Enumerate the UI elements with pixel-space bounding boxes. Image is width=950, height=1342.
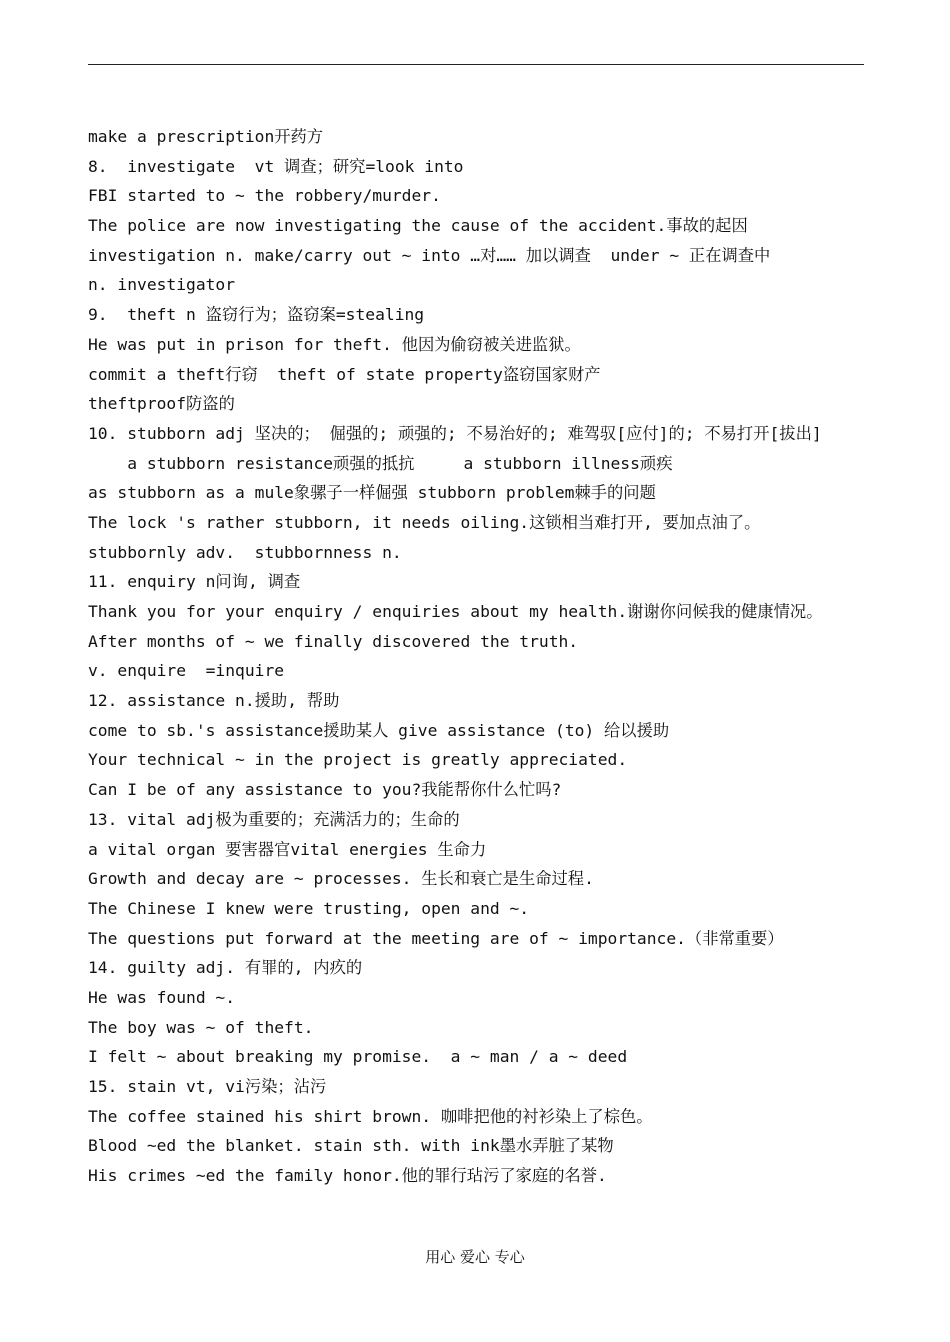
text-line: v. enquire =inquire <box>88 661 285 681</box>
text-line: Your technical ~ in the project is greatly appreciated. <box>88 750 628 770</box>
text-line: come to sb.'s assistance援助某人 give assistance (to) 给以援助 <box>88 720 670 740</box>
text-line: 8. investigate vt 调查；研究=look into <box>88 156 464 176</box>
document-body <box>88 122 868 1191</box>
text-line: 12. assistance n.援助, 帮助 <box>88 691 340 711</box>
text-line: He was put in prison for theft. 他因为偷窃被关进监狱。 <box>88 334 581 354</box>
text-line: Growth and decay are ~ processes. 生长和衰亡是生命过程. <box>88 869 594 889</box>
text-line: theftproof防盗的 <box>88 394 235 414</box>
text-line: 10. stubborn adj 坚决的； 倔强的; 顽强的; 不易治好的; 难驾驭[应付]的; 不易打开[拔出] <box>88 423 822 443</box>
text-line: 14. guilty adj. 有罪的, 内疚的 <box>88 958 363 978</box>
text-line: as stubborn as a mule象骡子一样倔强 stubborn problem棘手的问题 <box>88 483 656 503</box>
page-footer: 用心 爱心 专心 <box>425 1248 525 1266</box>
text-line: FBI started to ~ the robbery/murder. <box>88 186 441 206</box>
text-line: After months of ~ we finally discovered the truth. <box>88 631 579 651</box>
text-line: The boy was ~ of theft. <box>88 1017 314 1037</box>
text-line: stubbornly adv. stubbornness n. <box>88 542 402 562</box>
text-line: The questions put forward at the meeting are of ~ importance.（非常重要） <box>88 928 784 948</box>
header-rule <box>88 64 864 65</box>
text-line: The Chinese I knew were trusting, open and ~. <box>88 898 530 918</box>
text-line: 9. theft n 盗窃行为；盗窃案=stealing <box>88 305 425 325</box>
text-line: The police are now investigating the cause of the accident.事故的起因 <box>88 216 748 236</box>
text-line: He was found ~. <box>88 987 236 1007</box>
text-line: Can I be of any assistance to you?我能帮你什么忙吗? <box>88 780 562 800</box>
text-line: His crimes ~ed the family honor.他的罪行玷污了家庭的名誉. <box>88 1166 607 1186</box>
text-line: 15. stain vt, vi污染；沾污 <box>88 1077 327 1097</box>
text-line: commit a theft行窃 theft of state property盗窃国家财产 <box>88 364 601 384</box>
text-line: make a prescription开药方 <box>88 127 324 146</box>
text-line: The coffee stained his shirt brown. 咖啡把他的衬衫染上了棕色。 <box>88 1106 653 1126</box>
text-line: investigation n. make/carry out ~ into …对…… 加以调查 under ~ 正在调查中 <box>88 245 771 265</box>
text-line: The lock 's rather stubborn, it needs oiling.这锁相当难打开, 要加点油了。 <box>88 512 761 532</box>
text-line: I felt ~ about breaking my promise. a ~ man / a ~ deed <box>88 1047 628 1067</box>
text-line: a stubborn resistance顽强的抵抗 a stubborn illness顽疾 <box>88 453 673 473</box>
text-line: n. investigator <box>88 275 236 295</box>
text-line: a vital organ 要害器官vital energies 生命力 <box>88 839 487 859</box>
text-line: 11. enquiry n问询, 调查 <box>88 572 301 592</box>
text-line: Thank you for your enquiry / enquiries about my health.谢谢你问候我的健康情况。 <box>88 602 823 622</box>
text-line: Blood ~ed the blanket. stain sth. with ink墨水弄脏了某物 <box>88 1136 614 1156</box>
text-line: 13. vital adj极为重要的；充满活力的；生命的 <box>88 809 460 829</box>
